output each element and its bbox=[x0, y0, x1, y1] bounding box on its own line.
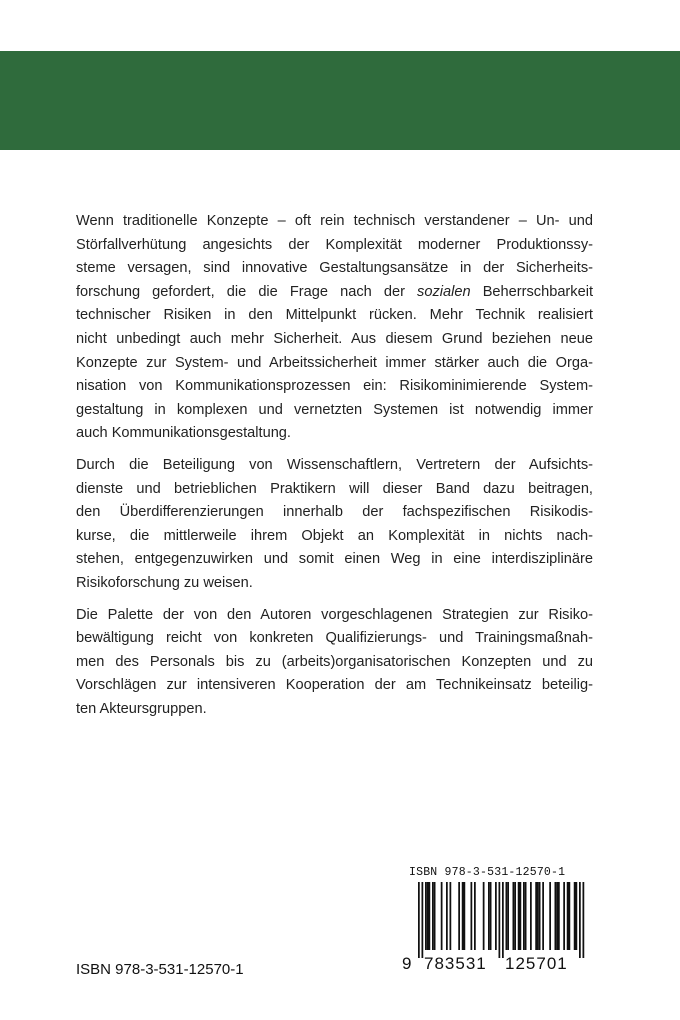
barcode bbox=[402, 866, 592, 976]
barcode-guard-bar bbox=[499, 882, 501, 958]
barcode-bar bbox=[427, 882, 429, 950]
barcode-bar bbox=[432, 882, 434, 950]
barcode-bar bbox=[569, 882, 571, 950]
barcode-bar bbox=[514, 882, 516, 950]
barcode-bar bbox=[483, 882, 485, 950]
barcode-bar bbox=[458, 882, 460, 950]
barcode-bar bbox=[488, 882, 490, 950]
barcode-bar bbox=[542, 882, 544, 950]
blurb-line: Die Palette der von den Autoren vorgeschlagenen Strategien zur Risiko- bbox=[76, 606, 593, 623]
blurb-line: Konzepte zur System- und Arbeitssicherheit immer stärker auch die Orga- bbox=[76, 354, 593, 371]
barcode-digit-lead: 9 bbox=[402, 954, 413, 973]
barcode-guard-bar bbox=[418, 882, 420, 958]
barcode-bar bbox=[474, 882, 476, 950]
barcode-isbn-label: ISBN 978-3-531-12570-1 bbox=[409, 866, 566, 879]
barcode-guard-bar bbox=[583, 882, 585, 958]
barcode-bar bbox=[495, 882, 497, 950]
barcode-bar bbox=[462, 882, 464, 950]
barcode-bar bbox=[520, 882, 522, 950]
blurb-line: Störfallverhütung angesichts der Komplexität moderner Produktionssy- bbox=[76, 236, 593, 253]
barcode-bar bbox=[555, 882, 557, 950]
blurb-line: stehen, entgegenzuwirken und somit einen Weg in eine interdisziplinäre bbox=[76, 551, 593, 568]
barcode-guard-bar bbox=[422, 882, 424, 958]
barcode-bar bbox=[563, 882, 565, 950]
barcode-bar bbox=[556, 882, 558, 950]
blurb-line: dienste und betrieblichen Praktikern will dieser Band dazu beitragen, bbox=[76, 480, 593, 497]
blurb-line: kurse, die mittlerweile ihrem Objekt an Komplexität in nichts nach- bbox=[76, 527, 593, 544]
barcode-bar bbox=[535, 882, 537, 950]
blurb-line: nisation von Kommunikationsprozessen ein: Risikominimierende System- bbox=[76, 378, 593, 395]
barcode-bar bbox=[471, 882, 473, 950]
blurb-line: men des Personals bis zu (arbeits)organisatorischen Konzepten und zu bbox=[76, 653, 593, 670]
barcode-guard-bar bbox=[502, 882, 504, 958]
barcode-bar bbox=[441, 882, 443, 950]
blurb-line: Durch die Beteiligung von Wissenschaftlern, Vertretern der Aufsichts- bbox=[76, 456, 593, 473]
blurb-paragraph-2 bbox=[76, 454, 593, 596]
barcode-bar bbox=[490, 882, 492, 950]
blurb-line: technischer Risiken in den Mittelpunkt rücken. Mehr Technik realisiert bbox=[76, 307, 593, 324]
barcode-bar bbox=[507, 882, 509, 950]
blurb-line: den Überdifferenzierungen innerhalb der fachspezifischen Risikodis- bbox=[76, 504, 593, 521]
blurb-line: nicht unbedingt auch mehr Sicherheit. Aus diesem Grund beziehen neue bbox=[76, 330, 593, 347]
blurb-text bbox=[76, 210, 593, 729]
barcode-bar bbox=[530, 882, 532, 950]
barcode-bar bbox=[549, 882, 551, 950]
barcode-bar bbox=[464, 882, 466, 950]
barcode-guard-bar bbox=[579, 882, 581, 958]
barcode-bar bbox=[425, 882, 427, 950]
barcode-bars bbox=[402, 882, 592, 958]
barcode-bar bbox=[518, 882, 520, 950]
barcode-bar bbox=[434, 882, 436, 950]
blurb-line: Risikoforschung zu weisen. bbox=[76, 574, 253, 591]
blurb-line: gestaltung in komplexen und vernetzten Systemen ist notwendig immer bbox=[76, 401, 593, 418]
blurb-line: steme versagen, sind innovative Gestaltungsansätze in der Sicherheits- bbox=[76, 260, 593, 277]
barcode-bar bbox=[558, 882, 560, 950]
barcode-bar bbox=[446, 882, 448, 950]
blurb-line: Vorschlägen zur intensiveren Kooperation der am Technikeinsatz beteilig- bbox=[76, 677, 593, 694]
green-header-band bbox=[0, 51, 680, 150]
barcode-bar bbox=[537, 882, 539, 950]
barcode-bar bbox=[513, 882, 515, 950]
barcode-digits-right: 125701 bbox=[505, 954, 568, 973]
isbn-footer: ISBN 978-3-531-12570-1 bbox=[76, 961, 244, 978]
blurb-paragraph-3 bbox=[76, 604, 593, 722]
barcode-bar bbox=[539, 882, 541, 950]
blurb-line: Wenn traditionelle Konzepte – oft rein technisch verstandener – Un- und bbox=[76, 213, 593, 229]
barcode-bar bbox=[525, 882, 527, 950]
blurb-line: bewältigung reicht von konkreten Qualifizierungs- und Trainingsmaßnah- bbox=[76, 630, 593, 647]
barcode-bar bbox=[450, 882, 452, 950]
blurb-line: auch Kommunikationsgestaltung. bbox=[76, 425, 291, 442]
barcode-bar bbox=[574, 882, 576, 950]
blurb-line: forschung gefordert, die die Frage nach der sozialen Beherrschbarkeit bbox=[76, 283, 594, 300]
barcode-bar bbox=[567, 882, 569, 950]
barcode-bar bbox=[429, 882, 431, 950]
blurb-paragraph-1 bbox=[76, 210, 593, 446]
barcode-digits-left: 783531 bbox=[424, 954, 487, 973]
barcode-bar bbox=[506, 882, 508, 950]
blurb-line: ten Akteursgruppen. bbox=[76, 700, 207, 717]
barcode-bar bbox=[576, 882, 578, 950]
barcode-bar bbox=[523, 882, 525, 950]
